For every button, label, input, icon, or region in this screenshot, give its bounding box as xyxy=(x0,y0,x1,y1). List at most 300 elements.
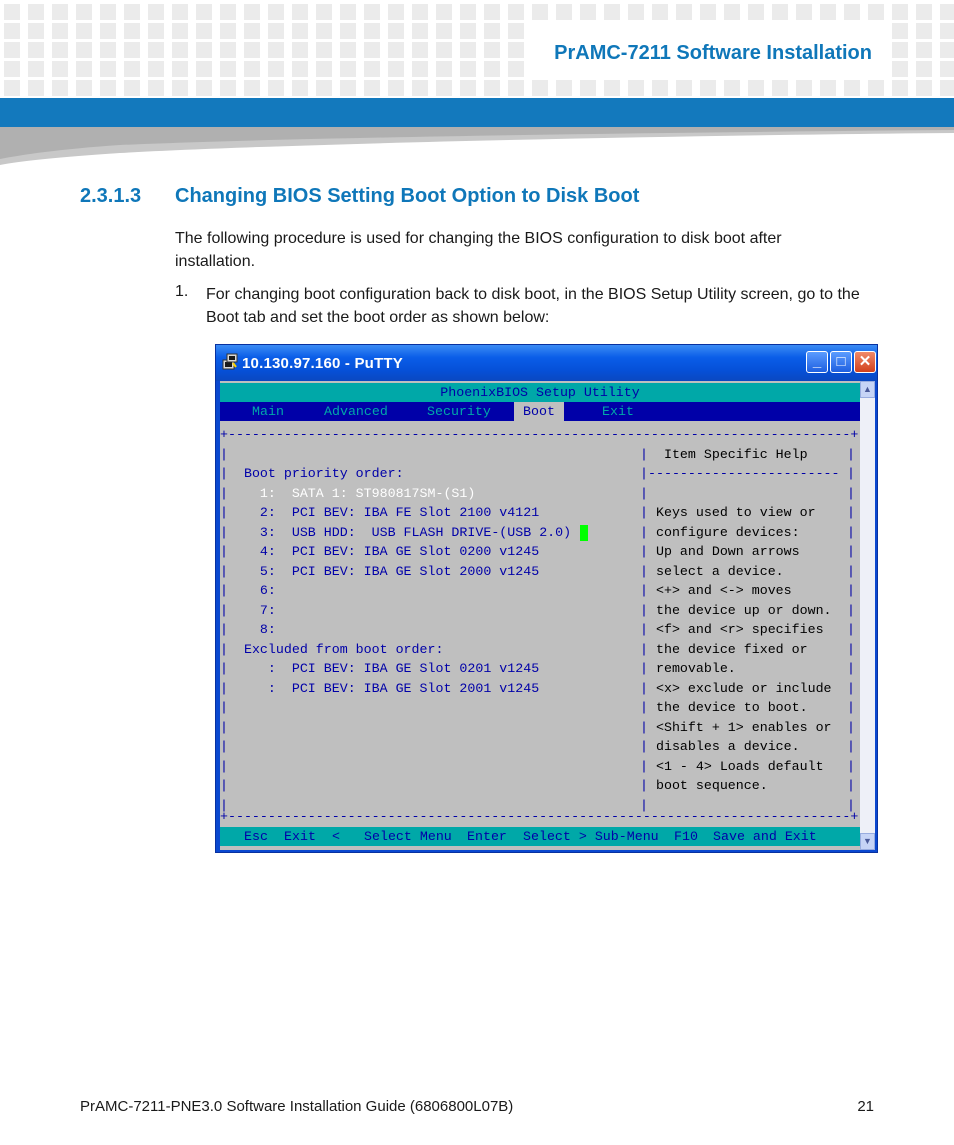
help-line: the device up or down. xyxy=(648,602,832,618)
header-tile xyxy=(484,42,500,58)
frame-left-border: | xyxy=(220,505,228,520)
header-blue-bar xyxy=(0,98,954,127)
help-line: <1 - 4> Loads default xyxy=(648,758,824,774)
frame-right-border: | xyxy=(847,739,855,754)
maximize-icon: □ xyxy=(836,353,846,370)
menu-security[interactable]: Security xyxy=(427,404,491,419)
boot-item[interactable]: 4: PCI BEV: IBA GE Slot 0200 v1245 xyxy=(228,544,540,559)
header-tile xyxy=(220,23,236,39)
close-icon: ✕ xyxy=(858,353,872,370)
section-title: Changing BIOS Setting Boot Option to Disk Boot xyxy=(175,185,640,207)
frame-divider: | xyxy=(640,739,648,754)
frame-left-border: | xyxy=(220,661,228,676)
header-tile xyxy=(196,80,212,96)
frame-left-border: | xyxy=(220,797,228,813)
frame-right-border: | xyxy=(847,544,855,559)
scroll-down-button[interactable] xyxy=(860,833,875,850)
frame-right-border: | xyxy=(847,622,855,637)
header-tile xyxy=(52,4,68,20)
header-tile xyxy=(532,80,548,96)
header-tile xyxy=(556,80,572,96)
terminal-area[interactable] xyxy=(220,381,860,850)
frame-left-border: | xyxy=(220,758,228,774)
boot-item[interactable]: 1: SATA 1: ST980817SM-(S1) xyxy=(228,485,476,501)
frame-divider: | xyxy=(640,544,648,559)
help-line: Up and Down arrows xyxy=(648,544,800,559)
header-tile xyxy=(340,4,356,20)
header-tile xyxy=(28,80,44,96)
close-button[interactable] xyxy=(854,351,876,373)
window-titlebar[interactable] xyxy=(216,345,877,381)
header-tile xyxy=(124,42,140,58)
section-number: 2.3.1.3 xyxy=(80,185,142,207)
frame-right-border: | xyxy=(847,524,855,540)
frame-divider: | xyxy=(640,485,648,501)
header-tile xyxy=(292,42,308,58)
header-tile xyxy=(844,23,860,39)
frame-right-border: | xyxy=(847,466,855,481)
header-tile xyxy=(76,4,92,20)
maximize-button[interactable] xyxy=(830,351,852,373)
header-tile xyxy=(4,23,20,39)
header-tile xyxy=(868,4,884,20)
status-label-save-exit: Save and Exit xyxy=(713,829,817,844)
header-tile xyxy=(124,80,140,96)
frame-left-border: | xyxy=(220,485,228,501)
header-tile xyxy=(28,4,44,20)
header-tile xyxy=(724,80,740,96)
header-tile xyxy=(220,4,236,20)
header-tile xyxy=(436,61,452,77)
header-tile xyxy=(748,80,764,96)
help-line: Keys used to view or xyxy=(648,505,816,520)
header-tile xyxy=(508,80,524,96)
header-tile xyxy=(724,23,740,39)
header-tile xyxy=(892,4,908,20)
header-tile xyxy=(52,23,68,39)
header-tile xyxy=(436,4,452,20)
header-tile xyxy=(244,80,260,96)
frame-right-border: | xyxy=(847,719,855,735)
header-tile xyxy=(340,23,356,39)
help-line: the device fixed or xyxy=(648,641,808,657)
header-tile xyxy=(532,61,548,77)
header-tile xyxy=(676,23,692,39)
header-tile xyxy=(628,80,644,96)
frame-left-border: | xyxy=(220,700,228,715)
frame-divider: | xyxy=(640,446,648,462)
frame-divider: | xyxy=(640,700,648,715)
header-tile xyxy=(340,80,356,96)
intro-paragraph: The following procedure is used for changing the BIOS configuration to disk boot after installation. xyxy=(175,230,782,270)
header-tile xyxy=(340,61,356,77)
help-line: select a device. xyxy=(648,563,784,579)
header-tile xyxy=(748,23,764,39)
excluded-item[interactable]: : PCI BEV: IBA GE Slot 0201 v1245 xyxy=(228,661,540,676)
header-tile xyxy=(172,23,188,39)
header-tile xyxy=(604,23,620,39)
boot-item[interactable]: 5: PCI BEV: IBA GE Slot 2000 v1245 xyxy=(228,563,540,579)
header-tile xyxy=(364,61,380,77)
header-tile xyxy=(796,4,812,20)
frame-divider: | xyxy=(640,505,648,520)
header-tile xyxy=(364,23,380,39)
header-tile xyxy=(412,42,428,58)
header-tile xyxy=(4,42,20,58)
help-line: <+> and <-> moves xyxy=(648,583,792,598)
header-tile xyxy=(268,42,284,58)
help-title: Item Specific Help xyxy=(648,446,808,462)
header-tile xyxy=(364,80,380,96)
frame-right-border: | xyxy=(847,758,855,774)
header-tile xyxy=(364,4,380,20)
menu-advanced[interactable]: Advanced xyxy=(324,404,388,419)
header-tile xyxy=(556,23,572,39)
frame-left-border: | xyxy=(220,524,228,540)
header-tile xyxy=(196,61,212,77)
header-tile xyxy=(196,4,212,20)
frame-right-border: | xyxy=(847,505,855,520)
header-tile xyxy=(316,42,332,58)
header-tile xyxy=(892,80,908,96)
header-tile xyxy=(628,4,644,20)
header-tile xyxy=(268,61,284,77)
frame-right-border: | xyxy=(847,602,855,618)
frame-divider: | xyxy=(640,583,648,598)
header-tile xyxy=(484,80,500,96)
header-tile xyxy=(220,42,236,58)
header-tile xyxy=(76,61,92,77)
header-tile xyxy=(508,61,524,77)
help-line: <Shift + 1> enables or xyxy=(648,719,832,735)
header-tile xyxy=(868,80,884,96)
bios-status-bar xyxy=(220,827,860,846)
header-swoosh xyxy=(0,127,954,165)
header-tile xyxy=(76,80,92,96)
header-tile xyxy=(772,80,788,96)
running-header-title: PrAMC-7211 Software Installation xyxy=(554,42,872,64)
header-tile xyxy=(436,42,452,58)
header-tile xyxy=(916,4,932,20)
header-tile xyxy=(76,42,92,58)
menu-exit[interactable]: Exit xyxy=(602,404,634,419)
window-title: 10.130.97.160 - PuTTY xyxy=(242,355,403,372)
header-tile xyxy=(316,61,332,77)
header-tile xyxy=(268,23,284,39)
frame-divider: | xyxy=(640,622,648,637)
header-tile xyxy=(220,80,236,96)
header-tile xyxy=(484,4,500,20)
header-tile xyxy=(508,23,524,39)
header-tile xyxy=(868,23,884,39)
header-tile xyxy=(820,23,836,39)
header-tile xyxy=(28,42,44,58)
header-tile xyxy=(388,23,404,39)
minimize-icon: _ xyxy=(812,353,822,370)
frame-divider: | xyxy=(640,641,648,657)
frame-divider: | xyxy=(640,680,648,696)
header-tile xyxy=(220,61,236,77)
frame-divider: | xyxy=(640,524,648,540)
header-tile xyxy=(388,42,404,58)
header-tile xyxy=(460,80,476,96)
header-tile xyxy=(172,42,188,58)
header-tile xyxy=(748,4,764,20)
header-tile xyxy=(676,4,692,20)
header-tile xyxy=(604,80,620,96)
frame-right-border: | xyxy=(847,661,855,676)
frame-left-border: | xyxy=(220,680,228,696)
frame-bottom: +------------------------------------------------------------------------------+ xyxy=(220,809,859,824)
frame-right-border: | xyxy=(847,641,855,657)
frame-divider: | xyxy=(640,661,648,676)
header-tile xyxy=(100,80,116,96)
header-tile xyxy=(652,80,668,96)
header-tile xyxy=(148,61,164,77)
minimize-button[interactable] xyxy=(806,351,828,373)
header-tile xyxy=(580,80,596,96)
bios-menubar xyxy=(220,402,860,421)
header-tile xyxy=(508,42,524,58)
header-tile xyxy=(244,23,260,39)
header-tile xyxy=(724,4,740,20)
header-tile xyxy=(844,80,860,96)
status-label-exit: Exit xyxy=(284,829,316,844)
header-tile xyxy=(4,61,20,77)
header-tile xyxy=(460,42,476,58)
header-tile xyxy=(508,4,524,20)
help-line: configure devices: xyxy=(648,524,800,540)
step-number: 1. xyxy=(175,283,189,300)
header-tile xyxy=(820,80,836,96)
header-tile xyxy=(28,23,44,39)
header-tile xyxy=(412,80,428,96)
help-line: removable. xyxy=(648,661,736,676)
frame-right-border: | xyxy=(847,485,855,501)
boot-item[interactable]: 8: xyxy=(228,622,276,637)
menu-main[interactable]: Main xyxy=(252,404,284,419)
header-tile xyxy=(148,42,164,58)
header-tile xyxy=(460,23,476,39)
header-tile xyxy=(676,80,692,96)
header-tile xyxy=(4,80,20,96)
frame-left-border: | xyxy=(220,446,228,462)
header-tile xyxy=(172,61,188,77)
header-tile xyxy=(388,4,404,20)
boot-priority-heading: Boot priority order: xyxy=(228,466,404,481)
header-tile xyxy=(196,42,212,58)
frame-right-border: | xyxy=(847,446,855,462)
header-tile xyxy=(292,23,308,39)
chevron-down-icon: ▼ xyxy=(863,836,872,846)
frame-left-border: | xyxy=(220,544,228,559)
header-tile xyxy=(916,42,932,58)
header-tile xyxy=(388,61,404,77)
status-label-select-menu: Select Menu xyxy=(364,829,452,844)
step-text: For changing boot configuration back to disk boot, in the BIOS Setup Utility screen, go to the Boot tab and set the boot order as shown below: xyxy=(206,286,860,326)
header-tile xyxy=(100,23,116,39)
frame-divider: | xyxy=(640,719,648,735)
header-tile xyxy=(4,4,20,20)
header-tile xyxy=(436,23,452,39)
chevron-up-icon: ▲ xyxy=(863,384,872,394)
frame-left-border: | xyxy=(220,622,228,637)
menu-boot[interactable]: Boot xyxy=(514,402,564,421)
header-tile xyxy=(484,61,500,77)
header-tile xyxy=(316,4,332,20)
header-tile xyxy=(268,80,284,96)
help-line: disables a device. xyxy=(648,739,800,754)
excluded-heading: Excluded from boot order: xyxy=(228,641,444,657)
header-tile xyxy=(28,61,44,77)
header-tile xyxy=(316,80,332,96)
header-tile xyxy=(892,61,908,77)
page-number: 21 xyxy=(857,1098,874,1115)
header-tile xyxy=(124,23,140,39)
frame-left-border: | xyxy=(220,466,228,481)
header-tile xyxy=(796,23,812,39)
header-tile xyxy=(916,80,932,96)
frame-left-border: | xyxy=(220,719,228,735)
header-tile xyxy=(172,4,188,20)
frame-left-border: | xyxy=(220,641,228,657)
header-tile xyxy=(556,4,572,20)
header-tile xyxy=(652,23,668,39)
header-tile xyxy=(244,42,260,58)
help-line: <f> and <r> specifies xyxy=(648,622,824,637)
header-tile xyxy=(892,42,908,58)
header-tile xyxy=(484,23,500,39)
header-tile xyxy=(52,80,68,96)
header-tile xyxy=(772,23,788,39)
header-tile xyxy=(700,80,716,96)
header-tile xyxy=(244,61,260,77)
excluded-item[interactable]: : PCI BEV: IBA GE Slot 2001 v1245 xyxy=(228,680,540,696)
header-tile xyxy=(796,80,812,96)
header-tile xyxy=(52,61,68,77)
header-tile xyxy=(940,23,954,39)
frame-left-border: | xyxy=(220,583,228,598)
text-cursor xyxy=(580,525,588,541)
header-tile xyxy=(100,4,116,20)
footer-doc-title: PrAMC-7211-PNE3.0 Software Installation Guide (6806800L07B) xyxy=(80,1098,514,1115)
frame-left-border: | xyxy=(220,778,228,793)
header-tile xyxy=(460,61,476,77)
header-tile xyxy=(844,4,860,20)
frame-left-border: | xyxy=(220,563,228,579)
boot-item[interactable]: 3: USB HDD: USB FLASH DRIVE-(USB 2.0) xyxy=(228,524,572,540)
header-tile xyxy=(820,4,836,20)
header-tile xyxy=(148,80,164,96)
header-tile xyxy=(628,23,644,39)
frame-right-border: | xyxy=(847,680,855,696)
header-tile xyxy=(388,80,404,96)
header-tile xyxy=(940,4,954,20)
frame-left-border: | xyxy=(220,602,228,618)
frame-divider: | xyxy=(640,563,648,579)
header-tile xyxy=(292,80,308,96)
header-tile xyxy=(340,42,356,58)
frame-divider: | xyxy=(640,602,648,618)
header-tile xyxy=(172,80,188,96)
frame-right-border: | xyxy=(847,797,855,813)
header-tile xyxy=(532,23,548,39)
header-tile xyxy=(292,4,308,20)
header-tile xyxy=(148,23,164,39)
header-tile xyxy=(76,23,92,39)
header-tile xyxy=(412,61,428,77)
status-label-submenu: Select > Sub-Menu xyxy=(523,829,659,844)
status-key-f10: F10 xyxy=(674,829,698,844)
header-tile xyxy=(412,4,428,20)
putty-window xyxy=(215,344,878,853)
header-tile xyxy=(364,42,380,58)
header-tile xyxy=(940,80,954,96)
frame-right-border: | xyxy=(847,563,855,579)
header-tile xyxy=(436,80,452,96)
header-tile xyxy=(580,23,596,39)
header-tile xyxy=(916,23,932,39)
help-line: boot sequence. xyxy=(648,778,768,793)
status-key-arrows: < xyxy=(332,829,340,844)
header-tile xyxy=(892,23,908,39)
header-tile xyxy=(316,23,332,39)
header-tile xyxy=(412,23,428,39)
status-key-esc: Esc xyxy=(244,829,268,844)
vertical-scrollbar[interactable] xyxy=(860,381,875,850)
boot-item[interactable]: 2: PCI BEV: IBA FE Slot 2100 v4121 xyxy=(228,505,540,520)
header-tile xyxy=(244,4,260,20)
header-tile xyxy=(532,4,548,20)
frame-top: +------------------------------------------------------------------------------+ xyxy=(220,427,859,442)
bios-title: PhoenixBIOS Setup Utility xyxy=(220,383,860,402)
frame-right-border: | xyxy=(847,778,855,793)
frame-left-border: | xyxy=(220,739,228,754)
header-tile xyxy=(940,42,954,58)
header-tile xyxy=(604,4,620,20)
frame-divider: | xyxy=(640,778,648,793)
status-key-enter: Enter xyxy=(467,829,507,844)
putty-icon xyxy=(222,353,238,371)
header-tile xyxy=(52,42,68,58)
frame-divider: | xyxy=(640,797,648,813)
help-line: <x> exclude or include xyxy=(648,680,832,696)
frame-divider: | xyxy=(640,758,648,774)
boot-item[interactable]: 7: xyxy=(228,602,276,618)
header-tile xyxy=(700,23,716,39)
scroll-up-button[interactable] xyxy=(860,381,875,398)
help-line: the device to boot. xyxy=(648,700,808,715)
header-tile xyxy=(652,4,668,20)
header-tile xyxy=(916,61,932,77)
boot-item[interactable]: 6: xyxy=(228,583,276,598)
header-tile xyxy=(124,4,140,20)
header-tile xyxy=(124,61,140,77)
header-tile xyxy=(196,23,212,39)
help-separator: ------------------------ xyxy=(648,466,840,481)
header-tile xyxy=(268,4,284,20)
header-tile xyxy=(772,4,788,20)
frame-right-border: | xyxy=(847,700,855,715)
header-tile xyxy=(100,61,116,77)
header-tile xyxy=(460,4,476,20)
frame-right-border: | xyxy=(847,583,855,598)
header-tile xyxy=(940,61,954,77)
frame-divider: | xyxy=(640,466,648,481)
header-tile xyxy=(580,4,596,20)
header-tile xyxy=(292,61,308,77)
header-tile xyxy=(100,42,116,58)
